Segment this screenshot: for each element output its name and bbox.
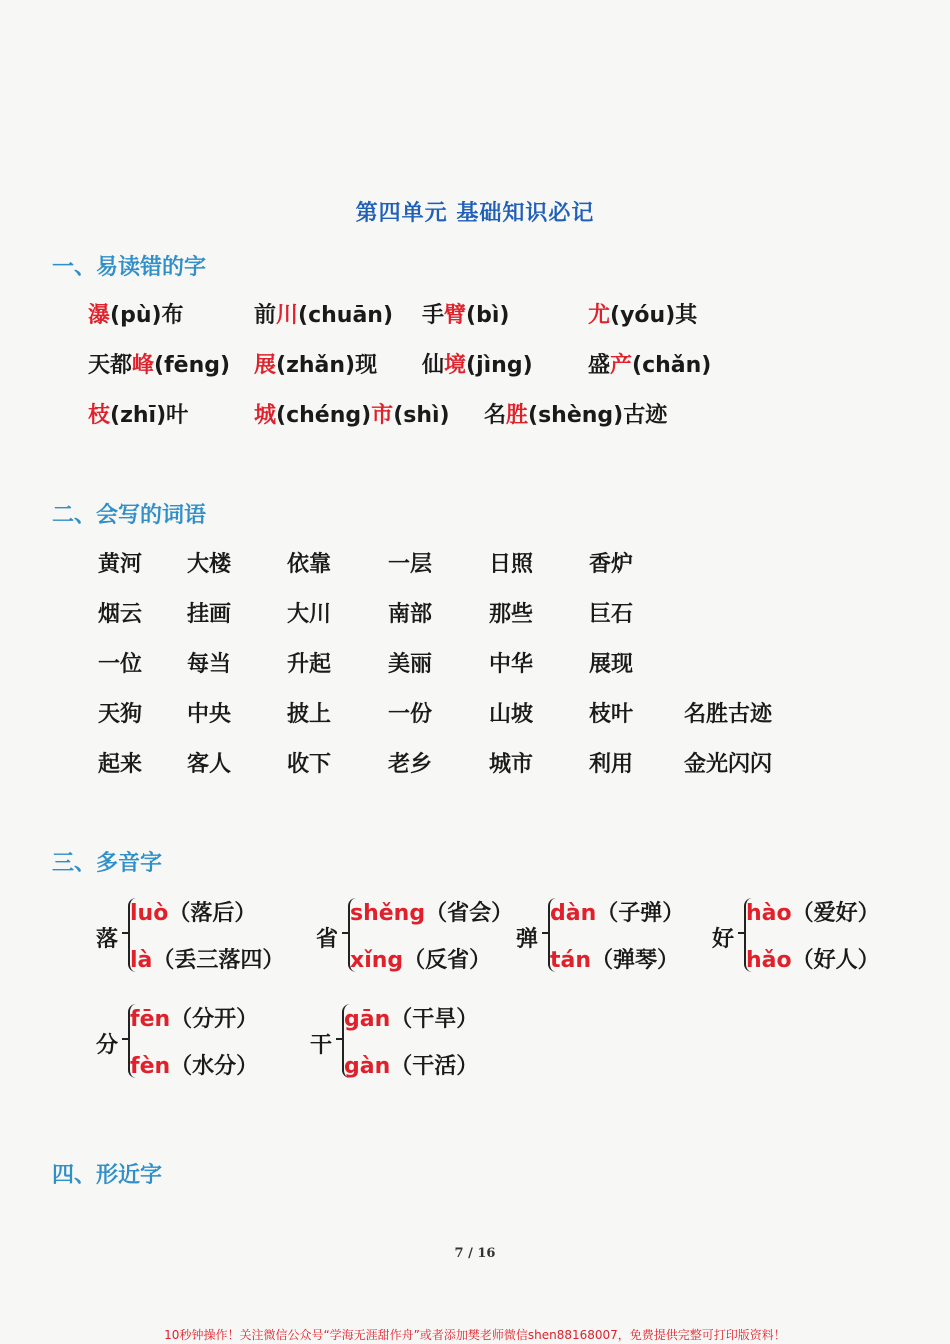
pinyin: luò	[130, 901, 169, 926]
polyphone-reading	[130, 1049, 258, 1080]
reading-text: (zhī)叶	[110, 403, 189, 428]
polyphone-reading	[550, 943, 679, 974]
highlighted-char: 境	[444, 353, 467, 378]
reading-text: 盛	[588, 353, 611, 378]
polyphone-reading	[550, 896, 684, 927]
polyphone-reading	[746, 896, 880, 927]
misread-item	[422, 298, 509, 329]
example-word: （丢三落四）	[152, 948, 285, 973]
vocab-word: 黄河	[98, 552, 143, 577]
reading-text: 名	[484, 403, 507, 428]
example-word: （反省）	[403, 948, 492, 973]
polyphone-reading	[344, 1002, 478, 1033]
vocab-word: 客人	[187, 752, 232, 777]
vocab-word: 每当	[187, 652, 232, 677]
reading-text: 手	[422, 303, 445, 328]
vocab-word: 日照	[489, 552, 534, 577]
polyphone-reading	[130, 1002, 258, 1033]
reading-text: (bì)	[466, 303, 510, 328]
highlighted-char: 产	[610, 353, 633, 378]
vocab-word: 利用	[589, 752, 634, 777]
section-heading-misread: 一、易读错的字	[52, 255, 207, 280]
misread-item	[588, 348, 711, 379]
reading-text: (fēng)	[154, 353, 231, 378]
highlighted-char: 峰	[132, 353, 155, 378]
reading-text: (shì)	[393, 403, 450, 428]
pinyin: hǎo	[746, 948, 792, 973]
polyphone-char: 分	[96, 1033, 119, 1058]
reading-text: (chéng)	[276, 403, 372, 428]
misread-item	[88, 348, 230, 379]
vocab-word: 城市	[489, 752, 534, 777]
vocab-word: 烟云	[98, 602, 143, 627]
pinyin: hào	[746, 901, 792, 926]
reading-text: (zhǎn)现	[276, 353, 378, 378]
polyphone-char: 弹	[516, 927, 539, 952]
vocab-word: 中央	[187, 702, 232, 727]
vocab-word: 天狗	[98, 702, 143, 727]
reading-text: (jìng)	[466, 353, 533, 378]
misread-item	[88, 298, 184, 329]
vocab-word: 挂画	[187, 602, 232, 627]
polyphone-reading	[746, 943, 880, 974]
vocab-word: 依靠	[287, 552, 332, 577]
footer-note: 10秒钟操作！关注微信公众号“学海无涯甜作舟”或者添加樊老师微信shen88168007，免费提供完整可打印版资料！	[164, 1328, 786, 1342]
polyphone-char: 省	[316, 927, 339, 952]
polyphone-reading	[350, 943, 491, 974]
vocab-word: 那些	[489, 602, 534, 627]
reading-text: (chuān)	[298, 303, 394, 328]
section-heading-write-words: 二、会写的词语	[52, 503, 207, 528]
highlighted-char: 臂	[444, 303, 467, 328]
page-title: 第四单元 基础知识必记	[355, 201, 595, 226]
highlighted-char: 尤	[588, 303, 611, 328]
reading-text: 前	[254, 303, 277, 328]
pinyin: tán	[550, 948, 592, 973]
pinyin: gàn	[344, 1054, 391, 1079]
polyphone-char: 落	[96, 927, 119, 952]
example-word: （省会）	[425, 901, 514, 926]
polyphone-reading	[130, 896, 256, 927]
misread-item	[422, 348, 533, 379]
vocab-word: 起来	[98, 752, 143, 777]
misread-item	[254, 348, 377, 379]
vocab-word: 金光闪闪	[684, 752, 773, 777]
example-word: （弹琴）	[591, 948, 680, 973]
vocab-word: 香炉	[589, 552, 634, 577]
page-number: 7 / 16	[454, 1246, 496, 1261]
reading-text: 仙	[422, 353, 445, 378]
pinyin: dàn	[550, 901, 597, 926]
vocab-word: 山坡	[489, 702, 534, 727]
highlighted-char: 枝	[88, 403, 111, 428]
vocab-word: 展现	[589, 652, 634, 677]
reading-text: (yóu)其	[610, 303, 698, 328]
misread-item	[484, 398, 667, 429]
example-word: （子弹）	[596, 901, 685, 926]
vocab-word: 老乡	[388, 752, 433, 777]
vocab-word: 收下	[287, 752, 332, 777]
misread-item	[88, 398, 188, 429]
misread-item	[588, 298, 697, 329]
polyphone-reading	[344, 1049, 478, 1080]
vocab-word: 升起	[287, 652, 332, 677]
vocab-word: 大川	[287, 602, 332, 627]
pinyin: shěng	[350, 901, 426, 926]
vocab-word: 南部	[388, 602, 433, 627]
example-word: （干旱）	[390, 1007, 479, 1032]
misread-item	[254, 298, 393, 329]
vocab-word: 披上	[287, 702, 332, 727]
reading-text: 天都	[88, 353, 133, 378]
highlighted-char: 瀑	[88, 303, 111, 328]
vocab-word: 枝叶	[589, 702, 634, 727]
example-word: （干活）	[390, 1054, 479, 1079]
reading-text: (shèng)古迹	[528, 403, 668, 428]
pinyin: gān	[344, 1007, 391, 1032]
polyphone-reading	[130, 943, 284, 974]
highlighted-char: 展	[254, 353, 277, 378]
vocab-word: 一份	[388, 702, 433, 727]
pinyin: fēn	[130, 1007, 171, 1032]
example-word: （爱好）	[791, 901, 880, 926]
highlighted-char: 城	[254, 403, 277, 428]
pinyin: là	[130, 948, 153, 973]
highlighted-char: 市	[371, 403, 394, 428]
vocab-word: 名胜古迹	[684, 702, 773, 727]
section-heading-similar-chars: 四、形近字	[52, 1163, 163, 1188]
reading-text: (pù)布	[110, 303, 184, 328]
section-heading-polyphones: 三、多音字	[52, 851, 163, 876]
polyphone-char: 干	[310, 1033, 333, 1058]
vocab-word: 美丽	[388, 652, 433, 677]
highlighted-char: 川	[276, 303, 299, 328]
polyphone-char: 好	[712, 927, 735, 952]
example-word: （水分）	[170, 1054, 259, 1079]
vocab-word: 一位	[98, 652, 143, 677]
pinyin: fèn	[130, 1054, 171, 1079]
polyphone-reading	[350, 896, 513, 927]
pinyin: xǐng	[350, 948, 404, 973]
vocab-word: 一层	[388, 552, 433, 577]
highlighted-char: 胜	[506, 403, 529, 428]
vocab-word: 巨石	[589, 602, 634, 627]
example-word: （分开）	[170, 1007, 259, 1032]
example-word: （落后）	[168, 901, 257, 926]
vocab-word: 大楼	[187, 552, 232, 577]
reading-text: (chǎn)	[632, 353, 712, 378]
example-word: （好人）	[791, 948, 880, 973]
misread-item	[254, 398, 450, 429]
vocab-word: 中华	[489, 652, 534, 677]
